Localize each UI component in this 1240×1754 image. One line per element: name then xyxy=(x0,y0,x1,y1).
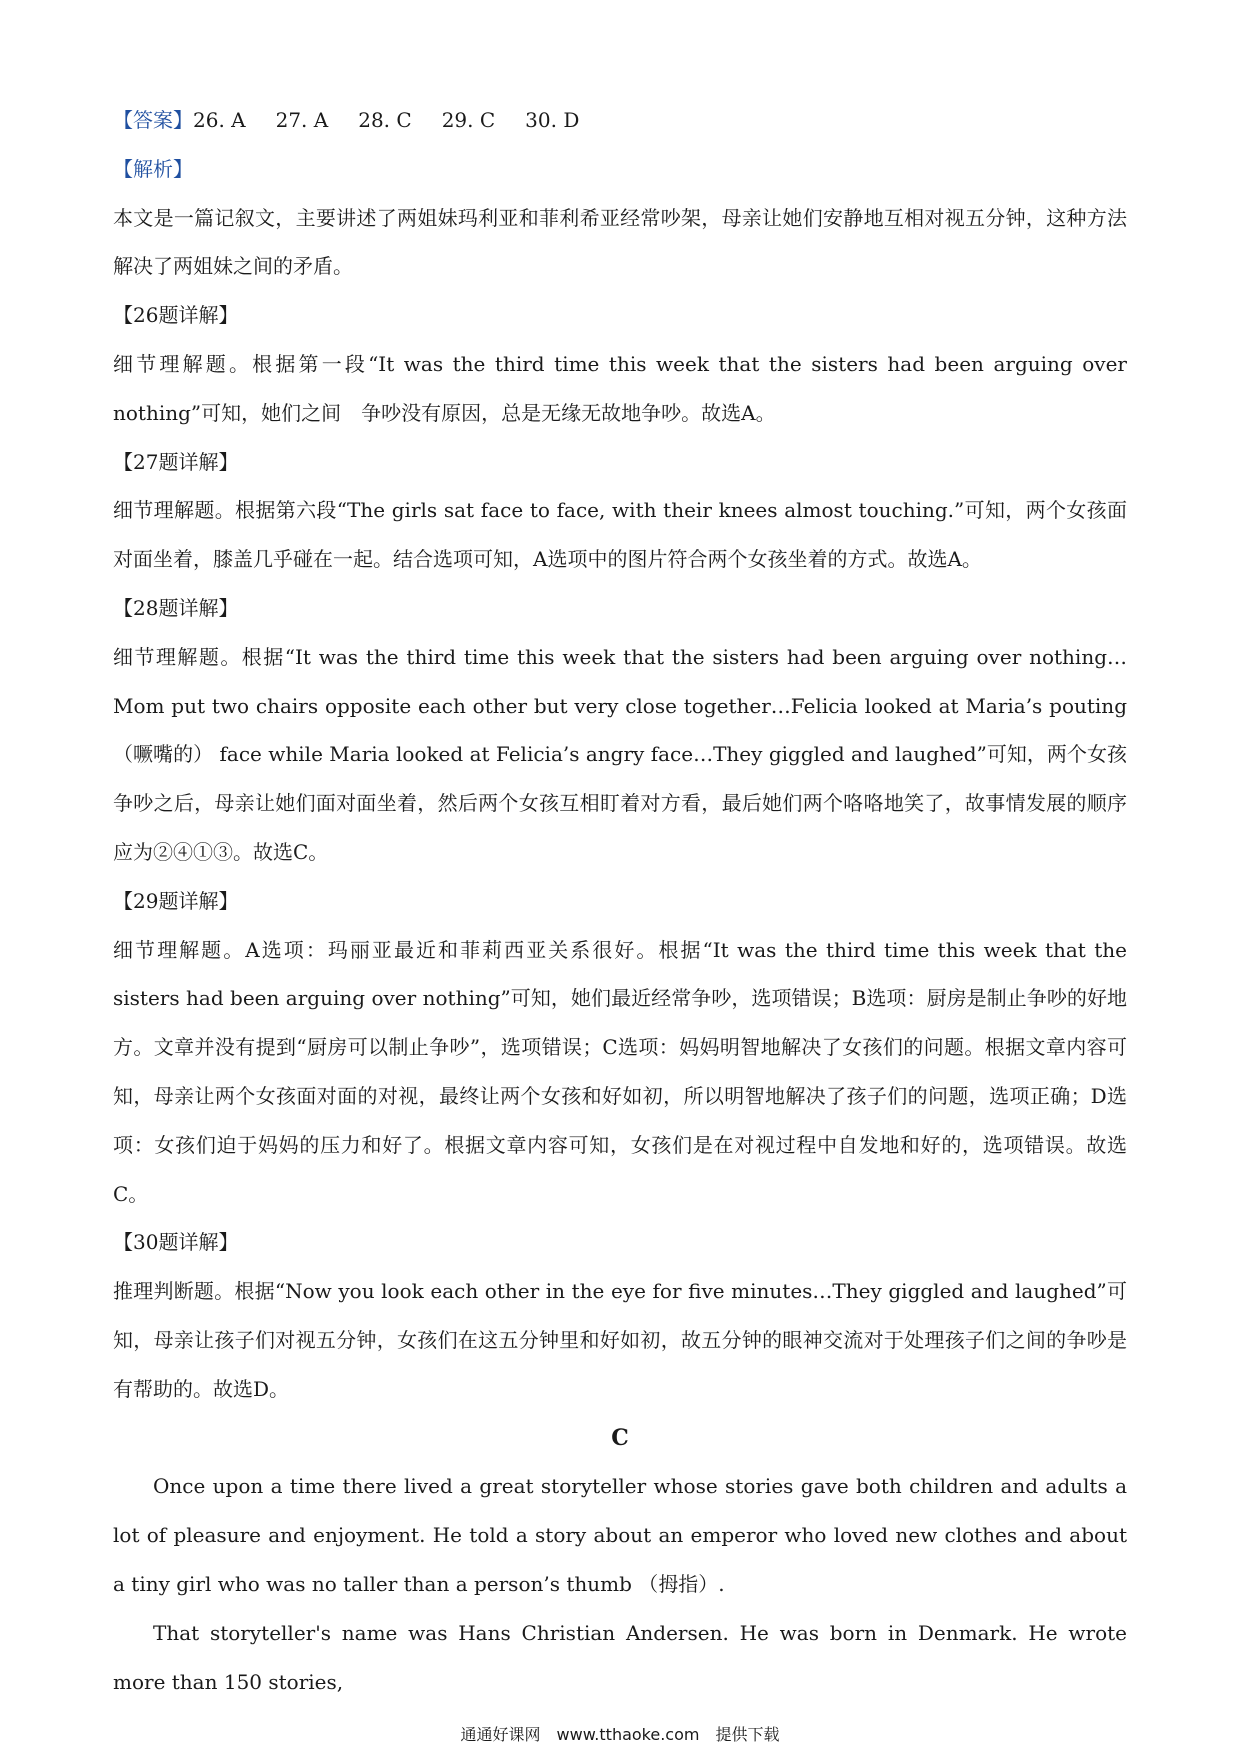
answer-item-26: 26. A xyxy=(193,108,246,132)
summary-paragraph: 本文是一篇记叙文，主要讲述了两姐妹玛利亚和菲利希亚经常吵架，母亲让她们安静地互相对视五分钟，这种方法解决了两姐妹之间的矛盾。 xyxy=(113,205,1127,279)
passage-paragraph-1: Once upon a time there lived a great storyteller whose stories gave both children and adults a lot of pleasure and enjoyment. He told a story about an emperor who loved new clothes and about a tiny girl who was no taller than a person’s thumb （拇指）. xyxy=(113,1474,1127,1596)
page-footer: 通通好课网 www.tthaoke.com 提供下载 xyxy=(460,1725,780,1744)
q28-explanation: 细节理解题。根据“It was the third time this week that the sisters had been arguing over nothing…Mom put two chairs opposite each other but very close together…Felicia looked at Maria’s pouting （噘嘴的） face while Maria looked at Felicia’s angry face…They giggled and laughed”可知，两个女孩争吵之后，母亲让她们面对面坐着，然后两个女孩互相盯着对方看，最后她们两个咯咯地笑了，故事情发展的顺序应为②④①③。故选C。 xyxy=(113,644,1127,864)
answer-item-27: 27. A xyxy=(275,108,329,132)
q27-heading: 【27题详解】 xyxy=(113,449,239,474)
q30-explanation: 推理判断题。根据“Now you look each other in the eye for five minutes…They giggled and laughed”可知，母亲让孩子们对视五分钟，女孩们在这五分钟里和好如初，故五分钟的眼神交流对于处理孩子们之间的争吵是有帮助的。故选D。 xyxy=(113,1279,1127,1401)
q28-heading: 【28题详解】 xyxy=(113,595,239,620)
answer-label: 【答案】 xyxy=(113,108,193,132)
q26-explanation: 细节理解题。根据第一段“It was the third time this week that the sisters had been arguing over nothing”可知，她们之间 争吵没有原因，总是无缘无故地争吵。故选A。 xyxy=(113,351,1127,425)
passage-title: C xyxy=(611,1424,629,1451)
answer-item-29: 29. C xyxy=(441,108,496,132)
q27-explanation: 细节理解题。根据第六段“The girls sat face to face, with their knees almost touching.”可知，两个女孩面对面坐着，膝盖几乎碰在一起。结合选项可知，A选项中的图片符合两个女孩坐着的方式。故选A。 xyxy=(113,498,1127,572)
answer-row xyxy=(113,96,1127,145)
q29-explanation: 细节理解题。A选项：玛丽亚最近和菲莉西亚关系很好。根据“It was the third time this week that the sisters had been arguing over nothing”可知，她们最近经常争吵，选项错误；B选项：厨房是制止争吵的好地方。文章并没有提到“厨房可以制止争吵”，选项错误；C选项：妈妈明智地解决了女孩们的问题。根据文章内容可知，母亲让两个女孩面对面的对视，最终让两个女孩和好如初，所以明智地解决了孩子们的问题，选项正确；D选项：女孩们迫于妈妈的压力和好了。根据文章内容可知，女孩们是在对视过程中自发地和好的，选项错误。故选C。 xyxy=(113,937,1127,1206)
q30-heading: 【30题详解】 xyxy=(113,1230,239,1255)
analysis-label: 【解析】 xyxy=(113,156,193,181)
q29-heading: 【29题详解】 xyxy=(113,888,239,913)
answer-item-30: 30. D xyxy=(525,108,580,132)
page-content xyxy=(113,96,1127,1706)
answer-item-28: 28. C xyxy=(358,108,412,132)
q26-heading: 【26题详解】 xyxy=(113,303,239,328)
passage-paragraph-2: That storyteller's name was Hans Christian Andersen. He was born in Denmark. He wrote more than 150 stories, xyxy=(113,1620,1127,1694)
